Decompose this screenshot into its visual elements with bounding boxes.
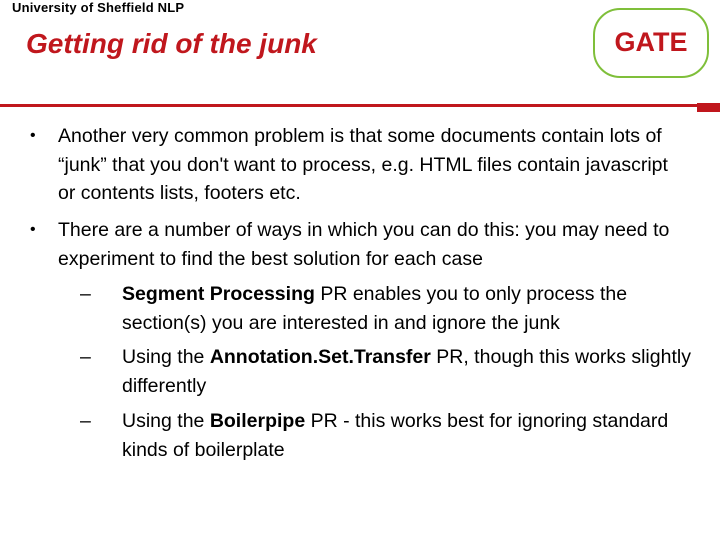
subbullet-post: PR - this works best for ignoring standard kinds of boilerplate (122, 410, 669, 461)
subbullet-item (122, 280, 702, 337)
bullet-marker: • (30, 127, 36, 144)
subbullet-post: PR enables you to only process the section(s) you are interested in and ignore the junk (122, 283, 628, 334)
subbullet-bold: Boilerpipe (209, 410, 306, 432)
subbullet-item (122, 343, 702, 400)
gate-logo (593, 8, 709, 78)
logo-text: GATE (614, 27, 688, 57)
subbullet-bold: Segment Processing (122, 283, 315, 305)
bullet-item: There are a number of ways in which you can do this: you may need to experiment to find the best solution for each case (58, 219, 670, 270)
subbullet-post: PR, though this works slightly differently (122, 346, 691, 397)
bullet-marker: • (30, 221, 36, 238)
title-divider (0, 104, 705, 107)
subbullet-marker: – (80, 346, 91, 368)
bullet-item: Another very common problem is that some documents contain lots of “junk” that you don't want to process, e.g. HTML files contain javascript or contents lists, footers etc. (58, 125, 668, 204)
subbullet-pre: Using the (122, 346, 210, 368)
header-organization: University of Sheffield NLP (12, 0, 185, 15)
slide-title: Getting rid of the junk (26, 28, 317, 59)
subbullet-marker: – (80, 283, 91, 305)
subbullet-bold: Annotation.Set.Transfer (209, 346, 431, 368)
subbullet-item (122, 407, 702, 464)
subbullet-marker: – (80, 410, 91, 432)
title-divider-end (697, 103, 720, 112)
subbullet-pre: Using the (122, 410, 210, 432)
